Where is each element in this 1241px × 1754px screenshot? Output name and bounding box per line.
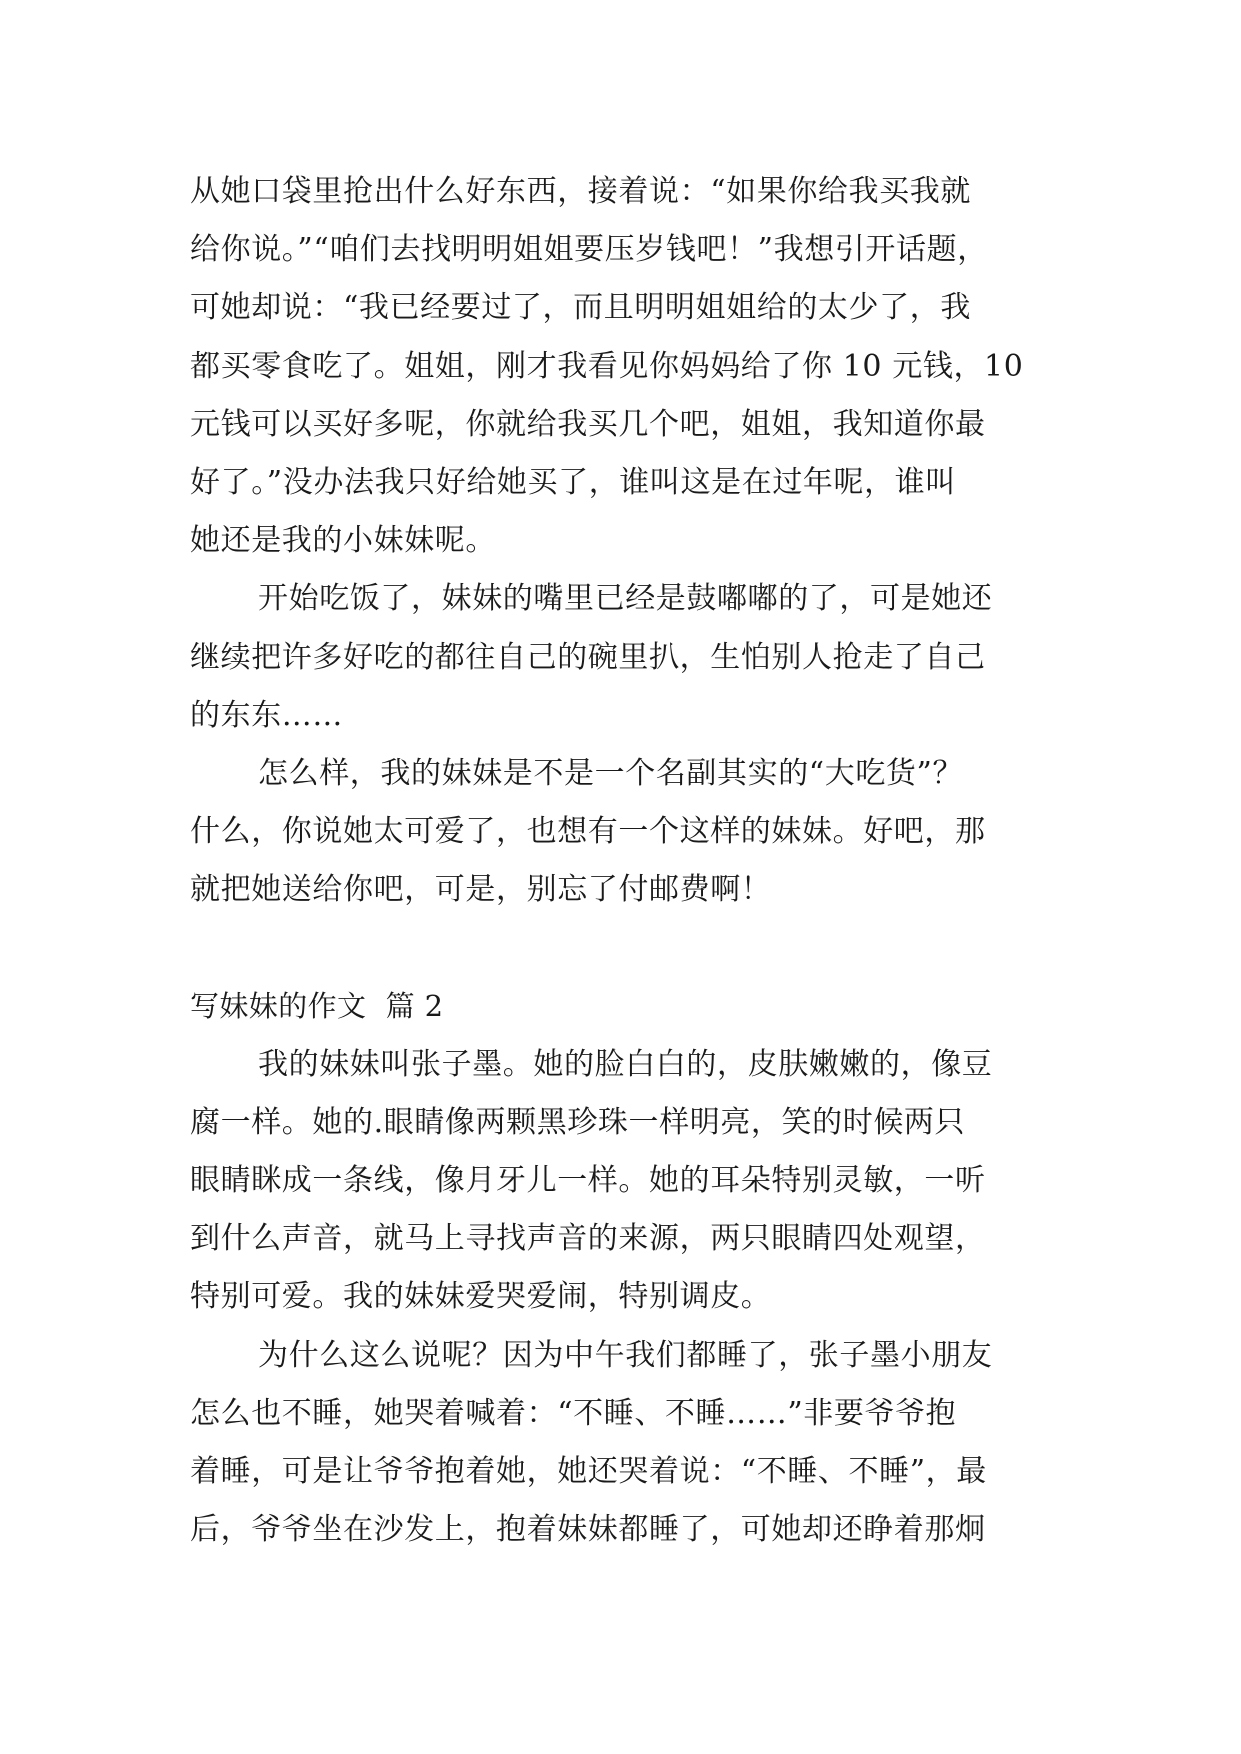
text-line: 着睡，可是让爷爷抱着她，她还哭着说：“不睡、不睡”，最	[190, 1453, 987, 1489]
text-line: 怎么样，我的妹妹是不是一个名副其实的“大吃货”？	[258, 755, 964, 791]
paragraph	[190, 570, 1060, 745]
document-page	[190, 163, 1060, 1559]
text-line: 眼睛眯成一条线，像月牙儿一样。她的耳朵特别灵敏，一听	[190, 1163, 986, 1198]
text-line: 可她却说：“我已经要过了，而且明明姐姐给的太少了，我	[190, 290, 971, 326]
text-line: 开始吃饭了，妹妹的嘴里已经是鼓嘟嘟的了，可是她还	[258, 581, 993, 617]
text-line: 都买零食吃了。姐姐，刚才我看见你妈妈给了你 10 元钱，10	[190, 348, 1024, 384]
text-line: 元钱可以买好多呢，你就给我买几个吧，姐姐，我知道你最	[190, 406, 986, 442]
paragraph	[190, 745, 1060, 920]
text-line: 怎么也不睡，她哭着喊着：“不睡、不睡……”非要爷爷抱	[190, 1395, 957, 1431]
text-line: 从她口袋里抢出什么好东西，接着说：“如果你给我买我就	[190, 174, 971, 209]
text-line: 特别可爱。我的妹妹爱哭爱闹，特别调皮。	[190, 1279, 772, 1315]
section-heading: 写妹妹的作文 篇 2	[190, 989, 444, 1024]
paragraph	[190, 163, 1060, 570]
text-line: 就把她送给你吧，可是，别忘了付邮费啊！	[190, 872, 772, 908]
text-line: 为什么这么说呢？因为中午我们都睡了，张子墨小朋友	[258, 1337, 993, 1373]
text-line: 好了。”没办法我只好给她买了，谁叫这是在过年呢，谁叫	[190, 464, 956, 500]
text-line: 什么，你说她太可爱了，也想有一个这样的妹妹。好吧，那	[190, 814, 986, 850]
text-line: 到什么声音，就马上寻找声音的来源，两只眼睛四处观望，	[190, 1221, 986, 1257]
text-line: 我的妹妹叫张子墨。她的脸白白的，皮肤嫩嫩的，像豆	[258, 1046, 993, 1082]
text-line: 她还是我的小妹妹呢。	[190, 523, 496, 559]
text-line: 的东东……	[190, 697, 343, 733]
paragraph	[190, 1327, 1060, 1560]
text-line: 后，爷爷坐在沙发上，抱着妹妹都睡了，可她却还睁着那炯	[190, 1512, 986, 1548]
text-line: 继续把许多好吃的都往自己的碗里扒，生怕别人抢走了自己	[190, 639, 986, 675]
text-line: 腐一样。她的.眼睛像两颗黑珍珠一样明亮，笑的时候两只	[190, 1104, 966, 1140]
paragraph	[190, 1036, 1060, 1327]
section-gap	[190, 919, 1060, 977]
text-line: 给你说。”“咱们去找明明姐姐要压岁钱吧！”我想引开话题，	[190, 232, 988, 268]
